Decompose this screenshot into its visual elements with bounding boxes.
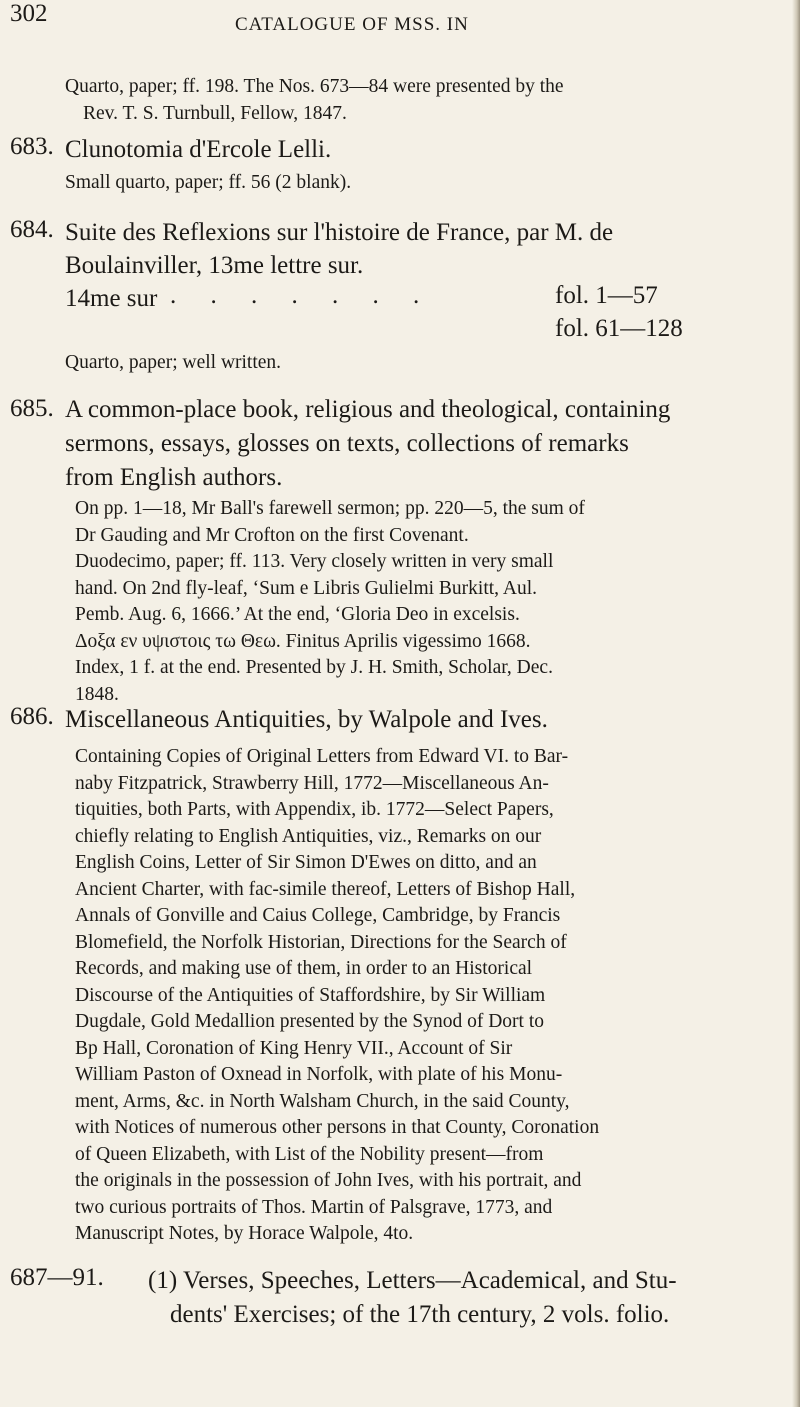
title-line: sermons, essays, glosses on texts, collections of remarks xyxy=(65,430,629,457)
note-line: of Queen Elizabeth, with List of the Nobility present—from xyxy=(75,1143,544,1165)
entry-notes xyxy=(65,496,585,708)
title-line: 14me sur xyxy=(65,285,158,312)
note-line: On pp. 1—18, Mr Ball's farewell sermon; pp. 220—5, the sum of xyxy=(75,498,585,519)
title-line: Clunotomia d'Ercole Lelli. xyxy=(65,136,332,163)
note-line: English Coins, Letter of Sir Simon D'Ewes on ditto, and an xyxy=(75,852,537,873)
note-line: Duodecimo, paper; ff. 113. Very closely written in very small xyxy=(75,551,554,572)
running-head: CATALOGUE OF MSS. IN xyxy=(235,14,469,35)
note-line: with Notices of numerous other persons in that County, Coronation xyxy=(75,1117,600,1138)
note-line: Bp Hall, Coronation of King Henry VII., Account of Sir xyxy=(75,1037,513,1059)
folio-range: fol. 1—57 xyxy=(555,282,658,309)
note-line: 1848. xyxy=(75,683,119,705)
title-line: (1) Verses, Speeches, Letters—Academical, and Stu- xyxy=(148,1267,677,1294)
note-line: Ancient Charter, with fac-simile thereof, Letters of Bishop Hall, xyxy=(75,878,576,900)
note-line: Δοξα εν υψιστοις τω Θεω. Finitus Aprilis vigessimo 1668. xyxy=(75,630,531,652)
entry-notes xyxy=(65,350,281,377)
note-line: tiquities, both Parts, with Appendix, ib. 1772—Select Papers, xyxy=(75,799,554,820)
note-line: chiefly relating to English Antiquities, viz., Remarks on our xyxy=(75,825,542,847)
folio-range: fol. 61—128 xyxy=(555,315,683,342)
entry-notes xyxy=(65,170,351,197)
note-line: naby Fitzpatrick, Strawberry Hill, 1772—Miscellaneous An- xyxy=(75,772,549,794)
note-line: Index, 1 f. at the end. Presented by J. H. Smith, Scholar, Dec. xyxy=(75,657,553,678)
intro-line: Rev. T. S. Turnbull, Fellow, 1847. xyxy=(83,102,347,124)
title-line: from English authors. xyxy=(65,464,283,491)
entry-number: 684. xyxy=(10,216,54,243)
title-line: dents' Exercises; of the 17th century, 2 vols. folio. xyxy=(170,1301,670,1328)
entry-title xyxy=(65,703,548,737)
entry-number: 687—91. xyxy=(10,1264,104,1291)
entry-title xyxy=(148,1264,677,1332)
note-line: Small quarto, paper; ff. 56 (2 blank). xyxy=(65,172,352,193)
title-line: Miscellaneous Antiquities, by Walpole and Ives. xyxy=(65,706,548,733)
note-line: Dugdale, Gold Medallion presented by the Synod of Dort to xyxy=(75,1011,544,1032)
entry-title xyxy=(65,133,331,167)
entry-notes xyxy=(65,744,599,1248)
title-line: A common-place book, religious and theological, containing xyxy=(65,396,671,423)
note-line: Records, and making use of them, in order to an Historical xyxy=(75,958,533,979)
intro-line: Quarto, paper; ff. 198. The Nos. 673—84 were presented by the xyxy=(65,76,564,97)
page-edge xyxy=(792,0,800,1407)
entry-title xyxy=(65,393,670,495)
note-line: Pemb. Aug. 6, 1666.’ At the end, ‘Gloria Deo in excelsis. xyxy=(75,604,520,625)
note-line: Containing Copies of Original Letters from Edward VI. to Bar- xyxy=(75,746,569,767)
page-number: 302 xyxy=(10,0,48,27)
note-line: hand. On 2nd fly-leaf, ‘Sum e Libris Gulielmi Burkitt, Aul. xyxy=(75,577,537,599)
note-line: William Paston of Oxnead in Norfolk, with plate of his Monu- xyxy=(75,1064,563,1085)
note-line: Quarto, paper; well written. xyxy=(65,352,282,373)
intro-block xyxy=(65,74,564,127)
dot-leader: . . . . . . . xyxy=(170,282,434,309)
note-line: ment, Arms, &c. in North Walsham Church, in the said County, xyxy=(75,1090,570,1112)
title-line: Boulainviller, 13me lettre sur. xyxy=(65,252,364,279)
note-line: Discourse of the Antiquities of Staffordshire, by Sir William xyxy=(75,984,546,1006)
entry-number: 685. xyxy=(10,395,54,422)
note-line: the originals in the possession of John Ives, with his portrait, and xyxy=(75,1170,582,1191)
entry-number: 686. xyxy=(10,703,54,730)
entry-number: 683. xyxy=(10,133,54,160)
note-line: Annals of Gonville and Caius College, Cambridge, by Francis xyxy=(75,905,561,926)
note-line: Manuscript Notes, by Horace Walpole, 4to. xyxy=(75,1223,414,1244)
note-line: two curious portraits of Thos. Martin of Palsgrave, 1773, and xyxy=(75,1196,553,1218)
note-line: Blomefield, the Norfolk Historian, Directions for the Search of xyxy=(75,931,567,953)
note-line: Dr Gauding and Mr Crofton on the first Covenant. xyxy=(75,524,469,546)
title-line: Suite des Reflexions sur l'histoire de France, par M. de xyxy=(65,219,614,246)
